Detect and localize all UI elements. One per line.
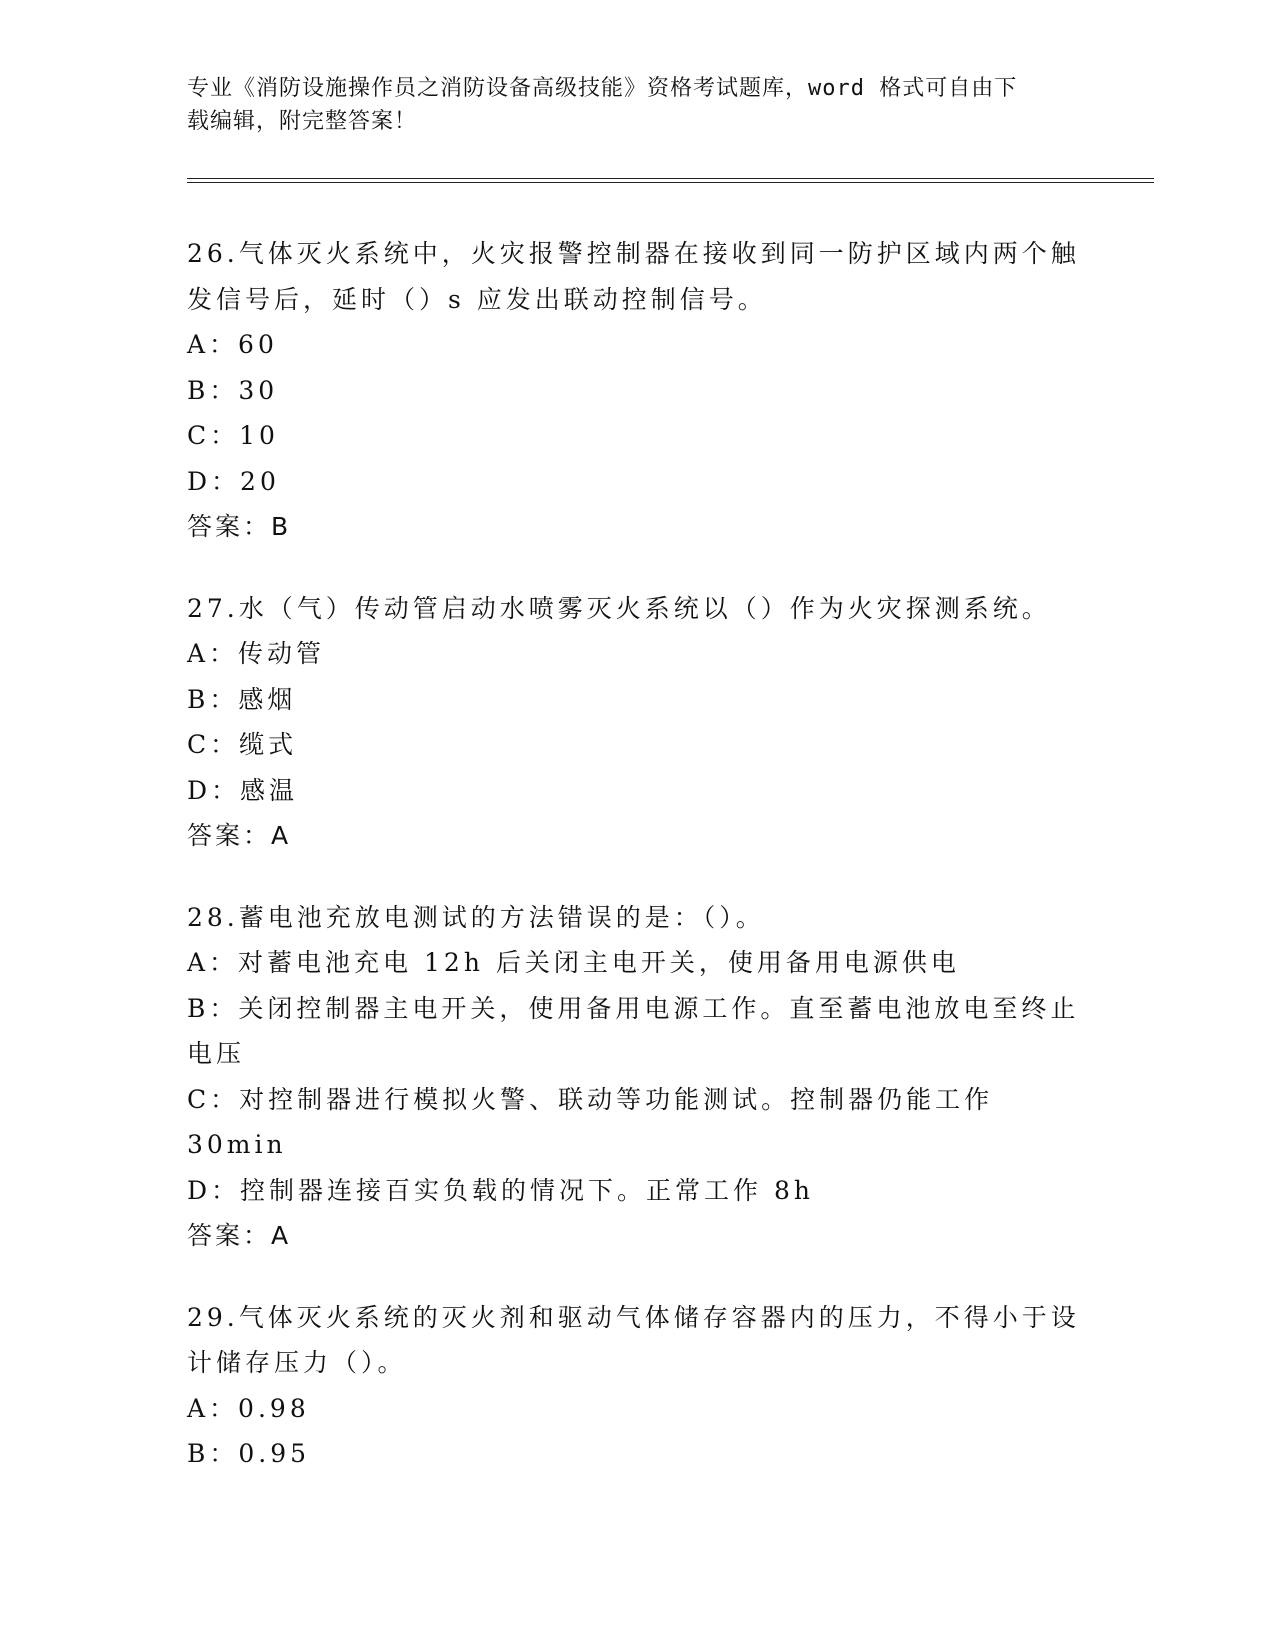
option-d: D：控制器连接百实负载的情况下。正常工作 8h [187,1175,814,1205]
option-a: A：60 [187,330,278,359]
answer-line: 答案：A [187,1221,292,1250]
question-27 [187,586,1087,859]
option-d: D：20 [187,466,280,496]
option-b: B：关闭控制器主电开关，使用备用电源工作。直至蓄电池放电至终止电压 [187,993,1080,1068]
option-a: A：对蓄电池充电 12h 后关闭主电开关，使用备用电源供电 [187,948,960,977]
question-29 [187,1295,1087,1477]
question-stem: 27.水（气）传动管启动水喷雾灭火系统以（）作为火灾探测系统。 [187,593,1051,623]
option-c: C：缆式 [187,730,298,759]
option-c: C：对控制器进行模拟火警、联动等功能测试。控制器仍能工作 30min [187,1084,994,1159]
question-stem: 26.气体灭火系统中，火灾报警控制器在接收到同一防护区域内两个触发信号后，延时（）s 应发出联动控制信号。 [187,239,1080,314]
option-a: A：传动管 [187,639,326,668]
option-b: B：0.95 [187,1439,311,1468]
intro-line: 载编辑，附完整答案！ [187,109,418,134]
answer-line: 答案：B [187,512,292,541]
question-28 [187,895,1087,1259]
question-26 [187,231,1087,550]
question-stem: 28.蓄电池充放电测试的方法错误的是：（）。 [187,902,765,932]
answer-line: 答案：A [187,821,292,850]
option-d: D：感温 [187,775,299,805]
intro-line: 专业《消防设施操作员之消防设备高级技能》资格考试题库，word 格式可自由下 [187,76,1018,101]
option-c: C：10 [187,421,279,450]
question-list [187,231,1087,1513]
option-b: B：感烟 [187,684,297,714]
option-a: A：0.98 [187,1393,310,1423]
document-intro [187,72,1087,138]
option-b: B：30 [187,375,279,405]
header-divider [187,178,1154,183]
question-stem: 29.气体灭火系统的灭火剂和驱动气体储存容器内的压力，不得小于设计储存压力（）。 [187,1302,1080,1377]
